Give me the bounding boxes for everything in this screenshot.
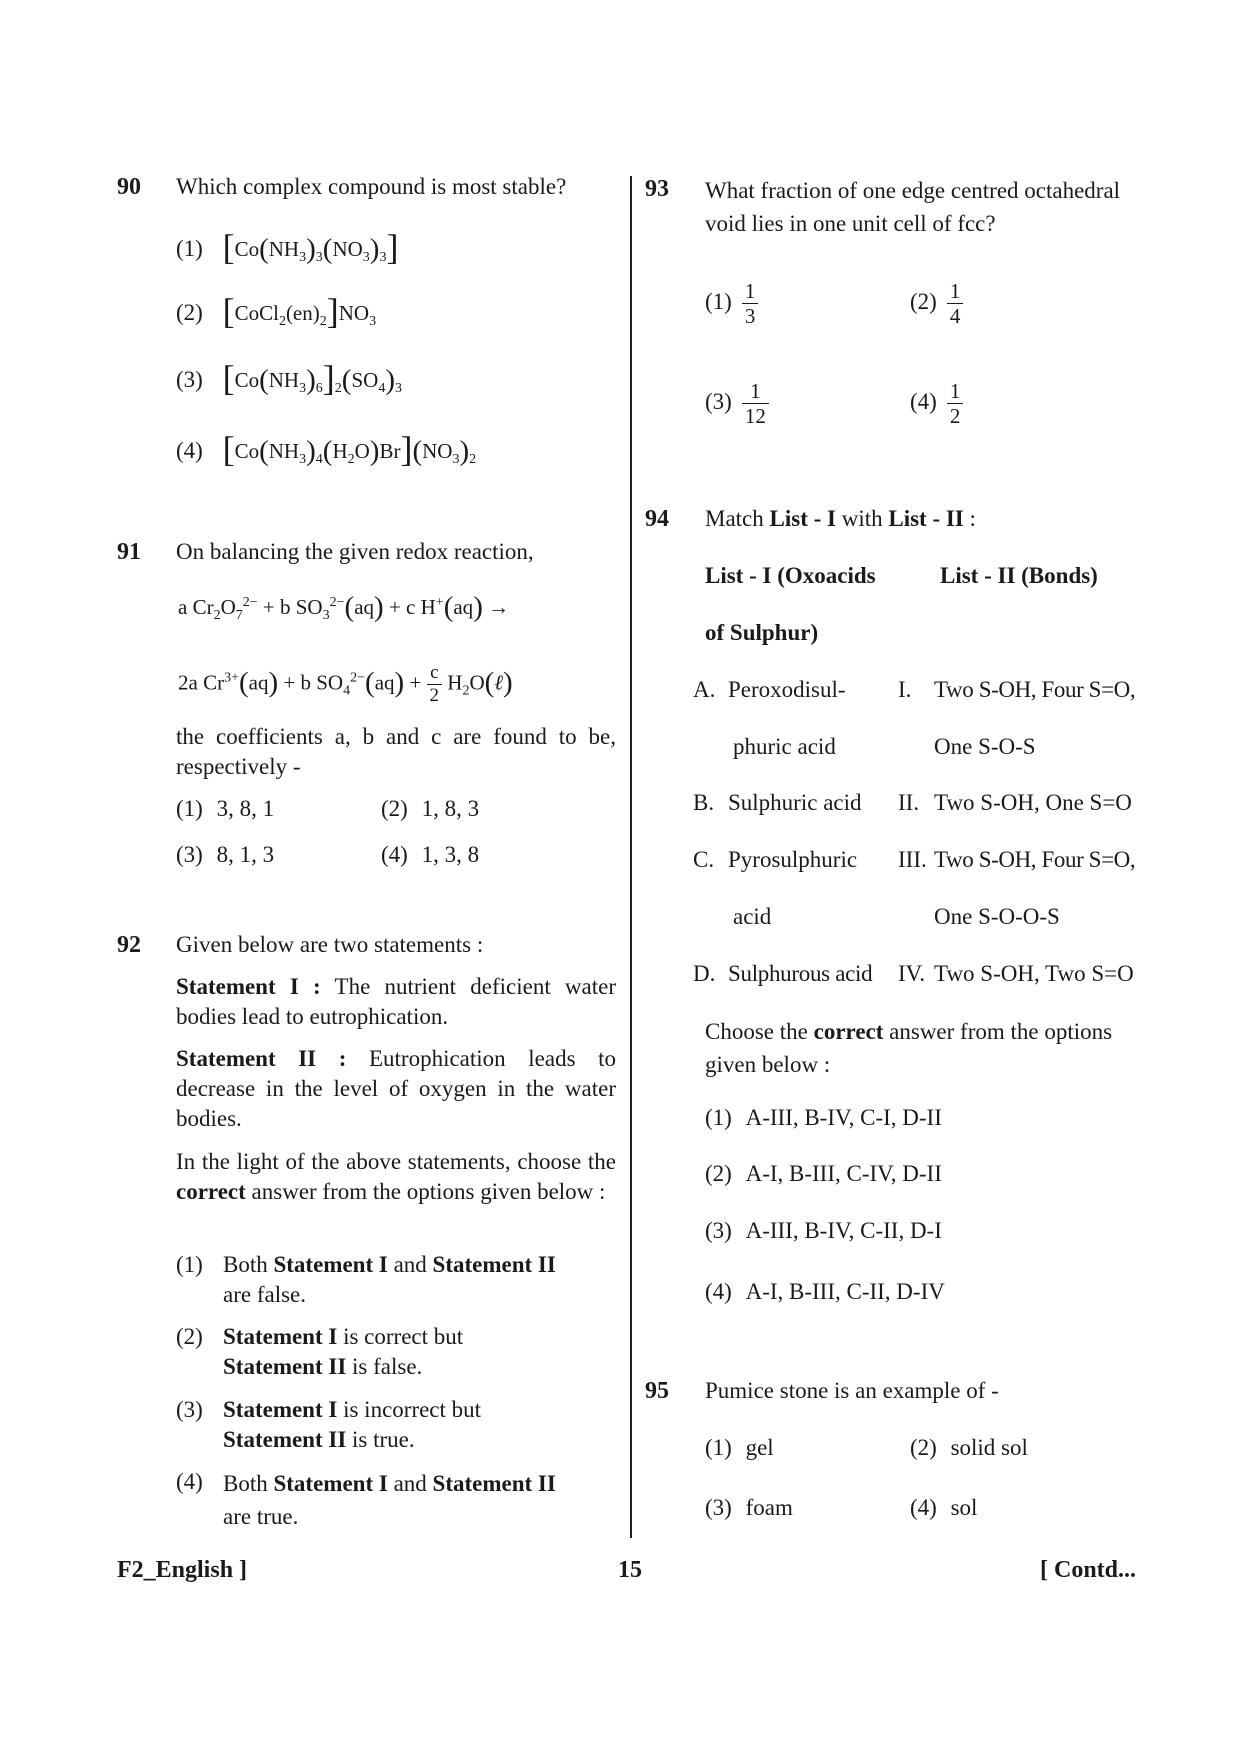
option[interactable] xyxy=(381,794,479,824)
option-value: 3, 8, 1 xyxy=(216,796,275,821)
option[interactable] xyxy=(176,794,274,824)
option[interactable] xyxy=(705,1159,942,1189)
option-label: (3) xyxy=(705,1218,732,1243)
list-1-key: B. xyxy=(693,790,715,815)
option-value: solid sol xyxy=(950,1435,1028,1460)
option-value: foam xyxy=(745,1495,793,1520)
option-label: (3) xyxy=(176,842,203,867)
option-label: (1) xyxy=(176,236,203,261)
chem-formula: $[Co(NH_3)_3(NO_3)_3]$ xyxy=(222,227,399,267)
fraction-numerator: 1 xyxy=(947,379,964,404)
list-2-item: Two S-OH, Four S=O, xyxy=(934,677,1136,702)
column-divider xyxy=(630,176,632,1538)
option[interactable] xyxy=(176,1395,482,1452)
statement-label: Statement II : xyxy=(176,1046,347,1071)
option-value: A-I, B-III, C-IV, D-II xyxy=(745,1161,942,1186)
statement-text: Eutrophication leads to decrease in the level of oxygen in the water bodies. xyxy=(176,1046,616,1131)
word: with xyxy=(841,506,883,531)
fraction-denominator: 4 xyxy=(949,304,961,328)
list-1-key: A. xyxy=(693,677,716,702)
question-number: 92 xyxy=(117,932,141,958)
list-1-item: Sulphuric acid xyxy=(728,790,862,815)
question-text: What fraction of one edge centred octahedral void lies in one unit cell of fcc? xyxy=(705,178,1121,236)
option-text xyxy=(223,1322,463,1382)
statement-label: Statement I : xyxy=(176,974,321,999)
word: and xyxy=(393,1252,427,1277)
list-1-item-cont: acid xyxy=(733,904,772,929)
statement-1 xyxy=(176,972,616,1032)
option-value: sol xyxy=(950,1495,978,1520)
list-1-header: List - I (Oxoacids xyxy=(705,563,876,588)
list-2-item-cont: One S-O-O-S xyxy=(934,904,1060,929)
fraction-numerator: 1 xyxy=(742,379,769,404)
question-text: Which complex compound is most stable? xyxy=(176,174,567,199)
question-text: Pumice stone is an example of - xyxy=(705,1378,999,1403)
option[interactable] xyxy=(705,1277,945,1307)
option[interactable] xyxy=(910,1493,977,1523)
option[interactable] xyxy=(176,1250,556,1307)
list-1-item-cont: phuric acid xyxy=(733,734,836,759)
list-1-item: Pyrosulphuric xyxy=(728,847,858,872)
word: List - I xyxy=(769,506,836,531)
word: is incorrect but xyxy=(343,1397,482,1422)
option-value: 1, 8, 3 xyxy=(421,796,480,821)
question-text: On balancing the given redox reaction, xyxy=(176,539,534,564)
list-2-header: List - II (Bonds) xyxy=(940,563,1098,588)
option[interactable] xyxy=(176,1467,556,1529)
fraction-numerator: 1 xyxy=(947,279,964,304)
fraction-denominator: 3 xyxy=(744,304,756,328)
option-label: (3) xyxy=(705,1495,732,1520)
option-label: (3) xyxy=(176,367,203,392)
instruction xyxy=(705,1015,1153,1081)
option[interactable] xyxy=(705,279,758,328)
option[interactable] xyxy=(176,1322,464,1379)
word: are true. xyxy=(223,1504,299,1529)
list-2-item: Two S-OH, Two S=O xyxy=(934,961,1134,986)
list-1-key: D. xyxy=(693,961,716,986)
word: : xyxy=(969,506,976,531)
instruction-text: Choose the xyxy=(705,1019,808,1044)
fraction xyxy=(742,379,769,428)
word: and xyxy=(393,1471,427,1496)
question-text: the coefficients a, b and c are found to be, respectively - xyxy=(176,724,616,779)
list-2-key: III. xyxy=(898,847,927,872)
option[interactable] xyxy=(705,1433,774,1463)
fraction xyxy=(742,279,759,328)
word: Statement II xyxy=(432,1252,556,1277)
word: Both xyxy=(223,1471,268,1496)
statement-text: The nutrient deficient water bodies lead to eutrophication. xyxy=(176,974,617,1029)
list-2-item: Two S-OH, One S=O xyxy=(934,790,1132,815)
option-label: (2) xyxy=(910,288,937,314)
word: is false. xyxy=(352,1354,423,1379)
list-2-key: II. xyxy=(898,790,920,815)
option-label: (2) xyxy=(381,796,408,821)
option[interactable] xyxy=(910,1433,1028,1463)
instruction-bold: correct xyxy=(813,1019,884,1044)
option-value: A-III, B-IV, C-II, D-I xyxy=(745,1218,942,1243)
option-label: (4) xyxy=(176,438,203,463)
equation-products: 2a $Cr^{3+}(aq) + b$ $SO_4^{2-}(aq)$ + $\frac{c}{2}$ $H_2O(\ell)$ xyxy=(178,662,513,706)
instruction-bold: correct xyxy=(176,1179,246,1204)
option[interactable] xyxy=(705,1103,942,1133)
option-label: (1) xyxy=(176,796,203,821)
fraction-numerator: 1 xyxy=(742,279,759,304)
option[interactable] xyxy=(176,291,377,331)
word: Statement II xyxy=(223,1427,347,1452)
chem-formula: $[Co(NH_3)_6]_2(SO_4)_3$ xyxy=(222,358,402,398)
question-number: 91 xyxy=(117,539,141,565)
fraction-denominator: 2 xyxy=(949,404,961,428)
question-number: 95 xyxy=(645,1378,669,1404)
word: Statement II xyxy=(432,1471,556,1496)
word: Statement I xyxy=(223,1397,338,1422)
list-2-item-cont: One S-O-S xyxy=(934,734,1036,759)
option-label: (3) xyxy=(705,388,732,414)
list-2-key: IV. xyxy=(898,961,926,986)
option-value: A-I, B-III, C-II, D-IV xyxy=(745,1279,945,1304)
option-label: (1) xyxy=(705,1105,732,1130)
option-value: A-III, B-IV, C-I, D-II xyxy=(745,1105,942,1130)
option[interactable] xyxy=(705,1216,942,1246)
option[interactable] xyxy=(705,1493,793,1523)
option-label: (3) xyxy=(176,1397,203,1422)
statement-2 xyxy=(176,1044,616,1134)
fraction xyxy=(947,279,964,328)
option-label: (2) xyxy=(176,1324,203,1349)
footer-contd: [ Contd... xyxy=(1040,1557,1137,1583)
chem-formula: $[CoCl_2(en)_2]NO_3$ xyxy=(222,291,377,331)
option-label: (2) xyxy=(705,1161,732,1186)
option-label: (2) xyxy=(910,1435,937,1460)
option-label: (4) xyxy=(910,388,937,414)
word: Match xyxy=(705,506,764,531)
option[interactable] xyxy=(381,840,479,870)
option-label: (2) xyxy=(176,300,203,325)
option-label: (1) xyxy=(705,288,732,314)
option-label: (1) xyxy=(705,1435,732,1460)
option[interactable] xyxy=(176,227,399,267)
option-value: 1, 3, 8 xyxy=(421,842,480,867)
word: List - II xyxy=(888,506,964,531)
option-text xyxy=(223,1467,556,1533)
option[interactable] xyxy=(176,429,477,469)
word: Statement II xyxy=(223,1354,347,1379)
word: Statement I xyxy=(223,1324,338,1349)
option[interactable] xyxy=(176,840,274,870)
option-value: gel xyxy=(745,1435,774,1460)
word: Both xyxy=(223,1252,268,1277)
option-value: 8, 1, 3 xyxy=(216,842,275,867)
option[interactable] xyxy=(910,279,963,328)
question-number: 90 xyxy=(117,174,141,200)
list-1-header-cont: of Sulphur) xyxy=(705,620,819,645)
word: are false. xyxy=(223,1282,306,1307)
option[interactable] xyxy=(705,379,769,428)
fraction xyxy=(947,379,964,428)
option-label: (4) xyxy=(381,842,408,867)
list-1-item: Sulphurous acid xyxy=(728,961,873,986)
instruction xyxy=(176,1147,616,1207)
option-label: (4) xyxy=(910,1495,937,1520)
option[interactable] xyxy=(910,379,963,428)
word: Statement I xyxy=(273,1471,388,1496)
instruction-text: answer from the options given below : xyxy=(705,1019,1113,1077)
option-text xyxy=(223,1395,481,1455)
equation-reactants: a $Cr_2O_7^{2-} + b$ $SO_3^{2-}(aq) + c$ H+(aq) → xyxy=(178,591,510,624)
chem-formula: $[Co(NH_3)_4(H_2O)Br](NO_3)_2$ xyxy=(222,429,477,469)
option-label: (4) xyxy=(705,1279,732,1304)
list-1-item: Peroxodisul- xyxy=(728,677,846,702)
word: is correct but xyxy=(343,1324,464,1349)
question-number: 94 xyxy=(645,506,669,532)
instruction-text: answer from the options given below : xyxy=(251,1179,606,1204)
option-text xyxy=(223,1250,556,1310)
fraction-denominator: 12 xyxy=(744,404,766,428)
question-number: 93 xyxy=(645,176,669,202)
instruction-text: In the light of the above statements, choose the xyxy=(176,1149,616,1174)
question-text: Given below are two statements : xyxy=(176,932,484,957)
list-2-key: I. xyxy=(898,677,912,702)
option-label: (4) xyxy=(176,1469,203,1494)
option[interactable] xyxy=(176,358,402,398)
word: is true. xyxy=(352,1427,415,1452)
list-2-item: Two S-OH, Four S=O, xyxy=(934,847,1136,872)
question-text xyxy=(705,504,976,534)
option-label: (1) xyxy=(176,1252,203,1277)
footer-code: F2_English ] xyxy=(117,1557,248,1583)
word: Statement I xyxy=(273,1252,388,1277)
page-number: 15 xyxy=(618,1557,642,1583)
list-1-key: C. xyxy=(693,847,715,872)
